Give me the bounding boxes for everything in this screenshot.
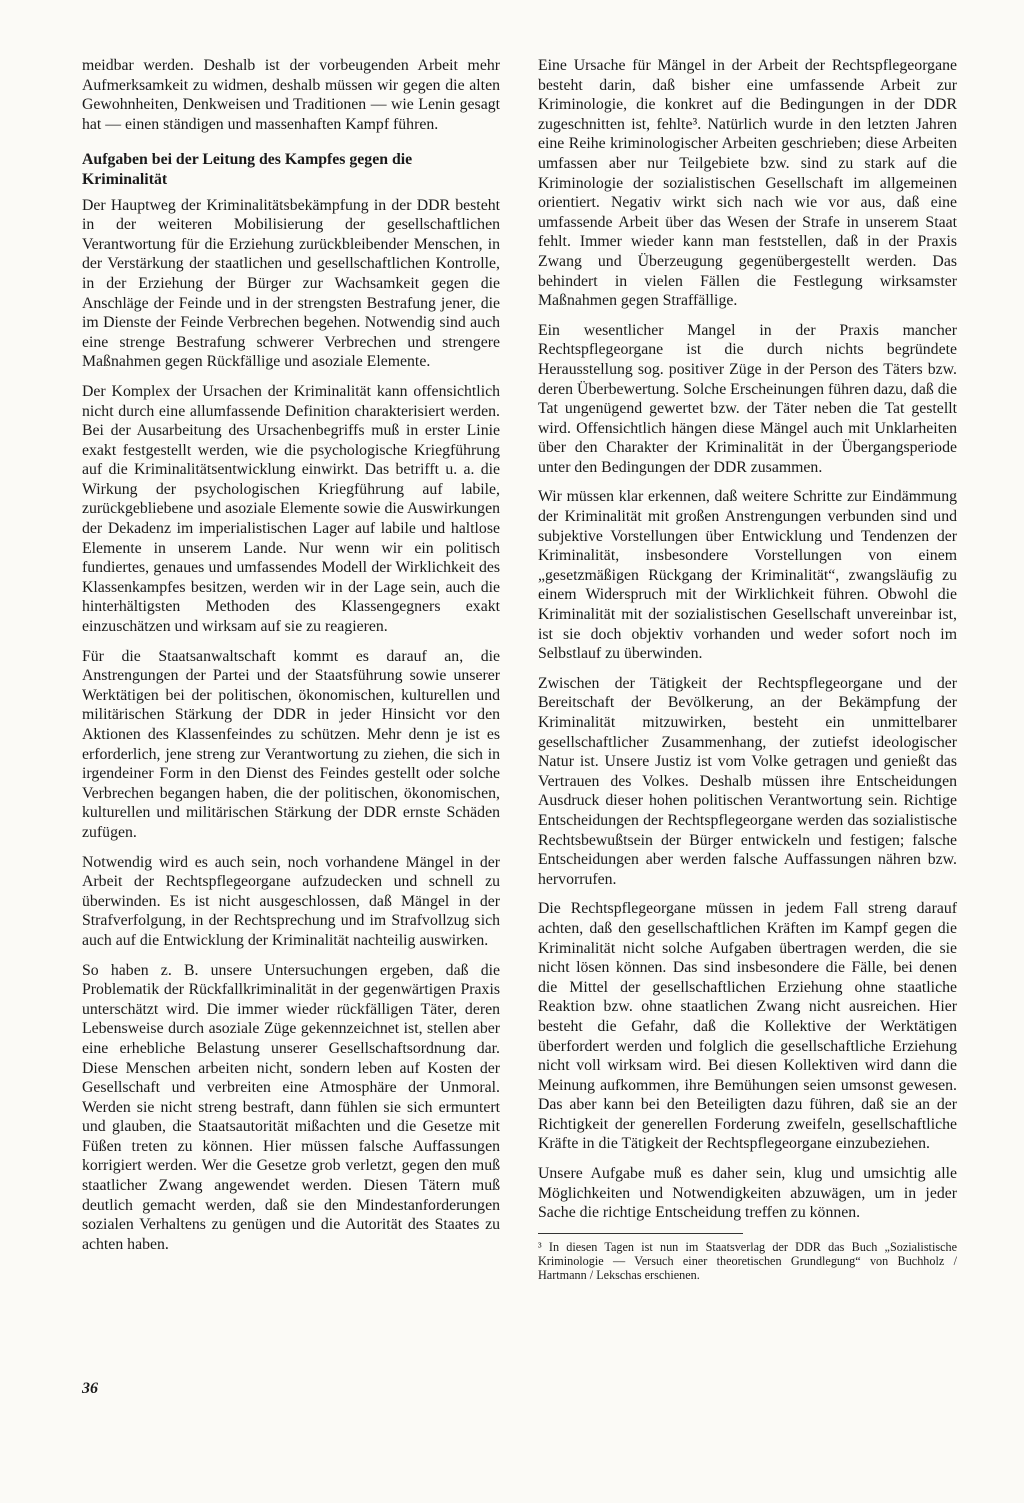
paragraph: Eine Ursache für Mängel in der Arbeit der Rechtspflegeorgane besteht darin, daß bisher eine umfassende Arbeit zur Kriminologie, die konkret auf die Bedingungen in der DDR zugeschnitten ist, fehlte³. Natürlich wurde in den letzten Jahren eine Reihe kriminologischer Arbeiten geschrieben; diese Arbeiten umfassen aber nur Teilgebiete bzw. sind zu stark auf die Kriminologie der sozialistischen Gesellschaft im allgemeinen orientiert. Negativ wirkt sich nach wie vor aus, daß eine umfassende Arbeit über das Wesen der Strafe in unserem Staat fehlt. Immer wieder kann man feststellen, daß in der Praxis Zwang und Überzeugung gegenübergestellt werden. Das behindert in vielen Fällen die Festlegung wirksamster Maßnahmen gegen Straffällige. — [538, 57, 957, 310]
right-column — [538, 56, 957, 1282]
footnote-divider — [538, 1233, 743, 1234]
footnote: ³ In diesen Tagen ist nun im Staatsverlag der DDR das Buch „Sozialistische Kriminologie — Versuch einer theoretischen Grundlegung“ von Buchholz / Hartmann / Lekschas erschienen. — [538, 1239, 957, 1282]
paragraph: Wir müssen klar erkennen, daß weitere Schritte zur Eindämmung der Kriminalität mit großen Anstrengungen verbunden sind und subjektive Vorstellungen über Entwicklung und Tendenzen der Kriminalität, insbesondere Vorstellungen von einem „gesetzmäßigen Rückgang der Kriminalität“, zwangsläufig zu einem Widerspruch mit der Wirklichkeit führen. Obwohl die Kriminalität mit der sozialistischen Gesellschaft unvereinbar ist, ist sie doch objektiv vorhanden und weder sofort noch im Selbstlauf zu überwinden. — [538, 488, 957, 663]
paragraph: Der Komplex der Ursachen der Kriminalität kann offensichtlich nicht durch eine allumfassende Definition charakterisiert werden. Bei der Ausarbeitung des Ursachenbegriffs muß in erster Linie exakt festgestellt werden, wie die psychologische Kriegführung auf die Kriminalitätsentwicklung einwirkt. Das betrifft u. a. die Wirkung der psychologischen Kriegführung auf labile, zurückgebliebene und asoziale Elemente sowie die Auswirkungen der Dekadenz im imperialistischen Lager auf labile und haltlose Elemente in unserem Lande. Nur wenn wir ein politisch fundiertes, genaues und umfassendes Modell der Wirklichkeit des Klassenkampfes besitzen, werden wir in der Lage sein, auch die hinterhältigsten Methoden des Klassengegners exakt einzuschätzen und wirksam auf sie zu reagieren. — [82, 382, 500, 636]
paragraph: Zwischen der Tätigkeit der Rechtspflegeorgane und der Bereitschaft der Bevölkerung, an der Bekämpfung der Kriminalität mitzuwirken, besteht ein unmittelbarer gesellschaftlicher Zusammenhang, der zutiefst ideologischer Natur ist. Unsere Justiz ist vom Volke getragen und genießt das Vertrauen des Volkes. Deshalb müssen ihre Entscheidungen Ausdruck dieser hohen politischen Verantwortung sein. Richtige Entscheidungen der Rechtspflegeorgane werden das sozialistische Rechtsbewußtsein der Bürger entwickeln und festigen; falsche Entscheidungen aber werden falsche Auffassungen nähren bzw. hervorrufen. — [538, 674, 957, 888]
paragraph: Die Rechtspflegeorgane müssen in jedem Fall streng darauf achten, daß den gesellschaftlichen Kräften im Kampf gegen die Kriminalität nicht solche Aufgaben übertragen werden, die sie nicht lösen können. Das sind insbesondere die Fälle, bei denen die Mittel der gesellschaftlichen Erziehung ohne staatliche Reaktion bzw. ohne staatlichen Zwang nicht ausreichen. Hier besteht die Gefahr, daß die Kollektive der Werktätigen überfordert werden und folglich die gesellschaftliche Erziehung nicht voll wirksam wird. Bei diesen Kollektiven wird dann die Meinung aufkommen, ihre Bemühungen seien umsonst gewesen. Das aber kann bei den Beteiligten dazu führen, daß sie an der Richtigkeit der generellen Forderung zweifeln, gesellschaftliche Kräfte in die Tätigkeit der Rechtspflegeorgane einzubeziehen. — [538, 900, 957, 1153]
paragraph: Für die Staatsanwaltschaft kommt es darauf an, die Anstrengungen der Partei und der Staatsführung sowie unserer Werktätigen bei der politischen, ökonomischen, kulturellen und militärischen Stärkung der DDR in jeder Hinsicht vor den Aktionen des Klassenfeindes zu schützen. Mehr denn je ist es erforderlich, jene streng zur Verantwortung zu ziehen, die sich in irgendeiner Form in den Dienst des Feindes gestellt oder solche Verbrechen begangen haben, die der politischen, ökonomischen, kulturellen und militärischen Stärkung der DDR ernste Schäden zufügen. — [82, 647, 500, 841]
paragraph: Unsere Aufgabe muß es daher sein, klug und umsichtig alle Möglichkeiten und Notwendigkeiten abzuwägen, um in jeder Sache die richtige Entscheidung treffen zu können. — [538, 1165, 957, 1222]
page-number: 36 — [82, 1380, 98, 1397]
section-heading: Aufgaben bei der Leitung des Kampfes gegen die Kriminalität — [82, 151, 413, 188]
paragraph: Ein wesentlicher Mangel in der Praxis mancher Rechtspflegeorgane ist die durch nichts begründete Herausstellung sog. positiver Züge in der Person des Täters bzw. deren Überbewertung. Solche Erscheinungen führen dazu, daß die Tat ungenügend gewertet bzw. der Täter neben die Tat gestellt wird. Offensichtlich hängen diese Mängel auch mit Unklarheiten über den Charakter der Kriminalität in der Übergangsperiode unter den Bedingungen der DDR zusammen. — [538, 321, 957, 476]
paragraph: Notwendig wird es auch sein, noch vorhandene Mängel in der Arbeit der Rechtspflegeorgane aufzudecken und schnell zu überwinden. Es ist nicht ausgeschlossen, daß Mängel in der Strafverfolgung, in der Rechtsprechung und im Strafvollzug sich auch auf die Entwicklung der Kriminalität nachteilig auswirken. — [82, 853, 500, 949]
left-column — [82, 56, 500, 1264]
paragraph: meidbar werden. Deshalb ist der vorbeugenden Arbeit mehr Aufmerksamkeit zu widmen, deshalb müssen wir gegen die alten Gewohnheiten, Denkweisen und Traditionen — wie Lenin gesagt hat — einen ständigen und massenhaften Kampf führen. — [82, 57, 500, 133]
paragraph: Der Hauptweg der Kriminalitätsbekämpfung in der DDR besteht in der weiteren Mobilisierung der gesellschaftlichen Verantwortung für die Erziehung zurückbleibender Menschen, in der Verstärkung der staatlichen und gesellschaftlichen Kontrolle, in der Erziehung der Bürger zur Wachsamkeit gegen die Anschläge der Feinde und in der strengsten Bestrafung jener, die im Dienste der Feinde Verbrechen begehen. Notwendig sind auch eine strenge Bestrafung schwerer Verbrechen und strengere Maßnahmen gegen Rückfällige und asoziale Elemente. — [82, 196, 500, 371]
paragraph: So haben z. B. unsere Untersuchungen ergeben, daß die Problematik der Rückfallkriminalität in der gegenwärtigen Praxis unterschätzt wird. Die immer wieder rückfälligen Täter, deren Lebensweise durch asoziale Züge gekennzeichnet ist, stellen aber eine erhebliche Belastung unserer Gesellschaftsordnung dar. Diese Menschen arbeiten nicht, sondern leben auf Kosten der Gesellschaft und verbreiten eine Atmosphäre der Unmoral. Werden sie nicht streng bestraft, dann fühlen sie sich ermuntert und glauben, die Staatsautorität mißachten und die Gesetze mit Füßen treten zu können. Hier müssen falsche Auffassungen korrigiert werden. Wer die Gesetze grob verletzt, gegen den muß staatlicher Zwang angewendet werden. Diesen Tätern muß deutlich gemacht werden, daß sie den Mindestanforderungen sozialen Verhaltens zu genügen und die Autorität des Staates zu achten haben. — [82, 961, 500, 1253]
